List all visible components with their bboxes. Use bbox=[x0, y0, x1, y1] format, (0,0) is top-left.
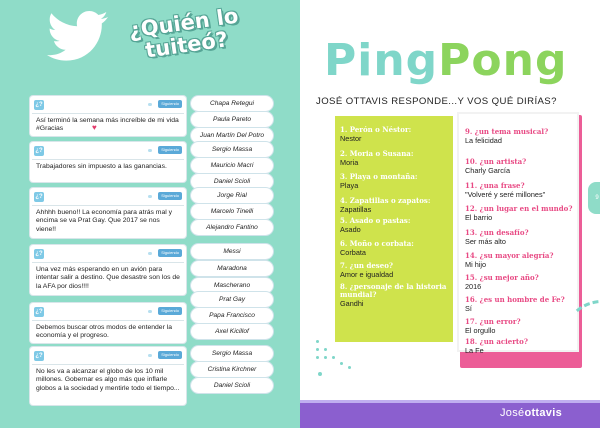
question-item bbox=[465, 158, 577, 175]
title-ping: Ping bbox=[324, 35, 439, 86]
answer-text: Ser más alto bbox=[465, 237, 506, 246]
question-text: 8. ¿personaje de la historia mundial? bbox=[340, 282, 447, 299]
tweet-text: Una vez más esperando en un avión para intentar salir a destino. Que desastre son los de la AFA por dios!!!! bbox=[36, 266, 180, 290]
question-item bbox=[465, 182, 577, 199]
page-number-tab: 9 bbox=[588, 182, 600, 214]
avatar: ¿? bbox=[35, 353, 43, 359]
question-item bbox=[465, 128, 577, 145]
question-item bbox=[340, 150, 452, 167]
tweet-card bbox=[30, 347, 186, 405]
answer-text: El orgullo bbox=[465, 326, 496, 335]
avatar: ¿? bbox=[35, 309, 43, 315]
footer-bar bbox=[300, 400, 600, 428]
question-text: 6. Moño o corbata: bbox=[340, 239, 414, 248]
more-dots-icon bbox=[148, 103, 152, 106]
answer-text: La Fe bbox=[465, 346, 484, 355]
brand-last: ottavis bbox=[524, 407, 562, 419]
question-text: 10. ¿un artista? bbox=[465, 157, 527, 166]
tweet-card bbox=[30, 188, 186, 238]
more-dots-icon bbox=[148, 252, 152, 255]
ping-pong-title bbox=[324, 36, 567, 86]
answer-option: Mauricio Macri bbox=[191, 158, 273, 173]
tweet-divider bbox=[32, 262, 184, 263]
more-dots-icon bbox=[148, 195, 152, 198]
tweet-divider bbox=[32, 205, 184, 206]
decorative-dot bbox=[318, 372, 322, 376]
tweet-text: Así terminó la semana más increíble de mi vida #Gracias bbox=[36, 117, 179, 133]
question-item bbox=[465, 318, 577, 335]
answer-option: Daniel Scioli bbox=[191, 174, 273, 189]
follow-button[interactable]: Siguiendo bbox=[158, 307, 182, 315]
avatar: ¿? bbox=[35, 102, 43, 108]
answer-text: Asado bbox=[340, 225, 361, 234]
answer-option: Maradona bbox=[191, 261, 273, 276]
answer-text: Sí bbox=[465, 304, 472, 313]
avatar: ¿? bbox=[35, 194, 43, 200]
question-item bbox=[465, 205, 577, 222]
answer-text: Playa bbox=[340, 181, 359, 190]
tweet-text: Trabajadores sin impuesto a las ganancias. bbox=[36, 163, 167, 170]
answer-option: Paula Pareto bbox=[191, 112, 273, 127]
tweet-text: Debemos buscar otros modos de entender la economía y el progreso. bbox=[36, 324, 173, 340]
subtitle: JOSÉ OTTAVIS RESPONDE...Y VOS QUÉ DIRÍAS? bbox=[316, 96, 557, 107]
follow-button[interactable]: Siguiendo bbox=[158, 192, 182, 200]
follow-button[interactable]: Siguiendo bbox=[158, 249, 182, 257]
question-item bbox=[340, 217, 452, 234]
tweet-card bbox=[30, 245, 186, 295]
brand-first: José bbox=[500, 407, 525, 419]
tweet-divider bbox=[32, 159, 184, 160]
section-title: ¿Quién lo tuiteó? bbox=[127, 3, 240, 63]
answer-option: Axel Kicillof bbox=[191, 324, 273, 339]
question-text: 15. ¿su mejor año? bbox=[465, 273, 539, 282]
right-page bbox=[300, 0, 600, 428]
question-item bbox=[465, 252, 577, 269]
more-dots-icon bbox=[148, 310, 152, 313]
footer-accent bbox=[300, 400, 600, 403]
question-text: 3. Playa o montaña: bbox=[340, 172, 418, 181]
tweet-text: No les va a alcanzar el globo de los 10 mil millones. Gobernar es algo más que inflarle globos a la sociedad y mentirle todo el tiempo... bbox=[36, 368, 180, 392]
answer-text: Charly García bbox=[465, 166, 511, 175]
question-text: 7. ¿un deseo? bbox=[340, 261, 393, 270]
question-text: 14. ¿su mayor alegría? bbox=[465, 251, 554, 260]
tweet-card bbox=[30, 303, 186, 343]
heart-icon: ♥ bbox=[92, 123, 97, 132]
question-text: 12. ¿un lugar en el mundo? bbox=[465, 204, 573, 213]
answer-option: Sergio Massa bbox=[191, 142, 273, 157]
answer-option: Daniel Scioli bbox=[191, 378, 273, 393]
answer-option: Chapa Retegui bbox=[191, 96, 273, 111]
follow-button[interactable]: Siguiendo bbox=[158, 351, 182, 359]
avatar: ¿? bbox=[35, 148, 43, 154]
tweet-divider bbox=[32, 320, 184, 321]
question-item bbox=[340, 197, 452, 214]
answer-option: Alejandro Fantino bbox=[191, 220, 273, 235]
question-text: 13. ¿un desafío? bbox=[465, 228, 529, 237]
answer-text: Zapatillas bbox=[340, 205, 372, 214]
question-item bbox=[465, 338, 577, 355]
answer-text: Gandhi bbox=[340, 299, 364, 308]
answer-text: "Volveré y seré millones" bbox=[465, 190, 546, 199]
answer-text: Nestor bbox=[340, 134, 362, 143]
more-dots-icon bbox=[148, 354, 152, 357]
question-item bbox=[465, 274, 577, 291]
question-item bbox=[340, 240, 452, 257]
answer-option: Messi bbox=[191, 244, 273, 259]
question-text: 9. ¿un tema musical? bbox=[465, 127, 549, 136]
answer-option: Sergio Massa bbox=[191, 346, 273, 361]
answer-text: Moria bbox=[340, 158, 359, 167]
answer-text: 2016 bbox=[465, 282, 482, 291]
answer-text: Corbata bbox=[340, 248, 366, 257]
answer-option: Marcelo Tinelli bbox=[191, 204, 273, 219]
avatar: ¿? bbox=[35, 251, 43, 257]
answer-option: Papa Francisco bbox=[191, 308, 273, 323]
question-text: 17. ¿un error? bbox=[465, 317, 521, 326]
tweet-card bbox=[30, 96, 186, 136]
answer-text: El barrio bbox=[465, 213, 493, 222]
question-text: 5. Asado o pastas: bbox=[340, 216, 411, 225]
tweet-divider bbox=[32, 364, 184, 365]
answer-text: Mi hijo bbox=[465, 260, 487, 269]
answer-option: Prat Gay bbox=[191, 292, 273, 307]
answer-option: Cristina Kirchner bbox=[191, 362, 273, 377]
follow-button[interactable]: Siguiendo bbox=[158, 146, 182, 154]
answer-option: Jorge Rial bbox=[191, 188, 273, 203]
question-item bbox=[340, 173, 452, 190]
question-item bbox=[465, 296, 577, 313]
question-item bbox=[340, 126, 452, 143]
question-text: 4. Zapatillas o zapatos: bbox=[340, 196, 431, 205]
question-text: 2. Moria o Susana: bbox=[340, 149, 414, 158]
question-text: 1. Perón o Néstor: bbox=[340, 125, 412, 134]
tweet-card bbox=[30, 142, 186, 182]
more-dots-icon bbox=[148, 149, 152, 152]
title-pong: Pong bbox=[438, 35, 568, 86]
question-item bbox=[340, 262, 452, 279]
question-item bbox=[340, 283, 452, 308]
follow-button[interactable]: Siguiendo bbox=[158, 100, 182, 108]
answer-option: Mascherano bbox=[191, 278, 273, 293]
question-item bbox=[465, 229, 577, 246]
answer-option: Juan Martín Del Potro bbox=[191, 128, 273, 143]
tweet-divider bbox=[32, 113, 184, 114]
question-text: 16. ¿es un hombre de Fe? bbox=[465, 295, 565, 304]
footer-brand bbox=[500, 407, 562, 419]
twitter-bird-icon bbox=[46, 10, 110, 64]
answer-text: Amor e igualdad bbox=[340, 270, 394, 279]
question-text: 18. ¿un acierto? bbox=[465, 337, 528, 346]
tweet-text: Ahhhh bueno!! La economía para atrás mal y encima se va Prat Gay. Que 2017 se nos viene!! bbox=[36, 209, 173, 233]
answer-text: La felicidad bbox=[465, 136, 502, 145]
question-text: 11. ¿una frase? bbox=[465, 181, 525, 190]
